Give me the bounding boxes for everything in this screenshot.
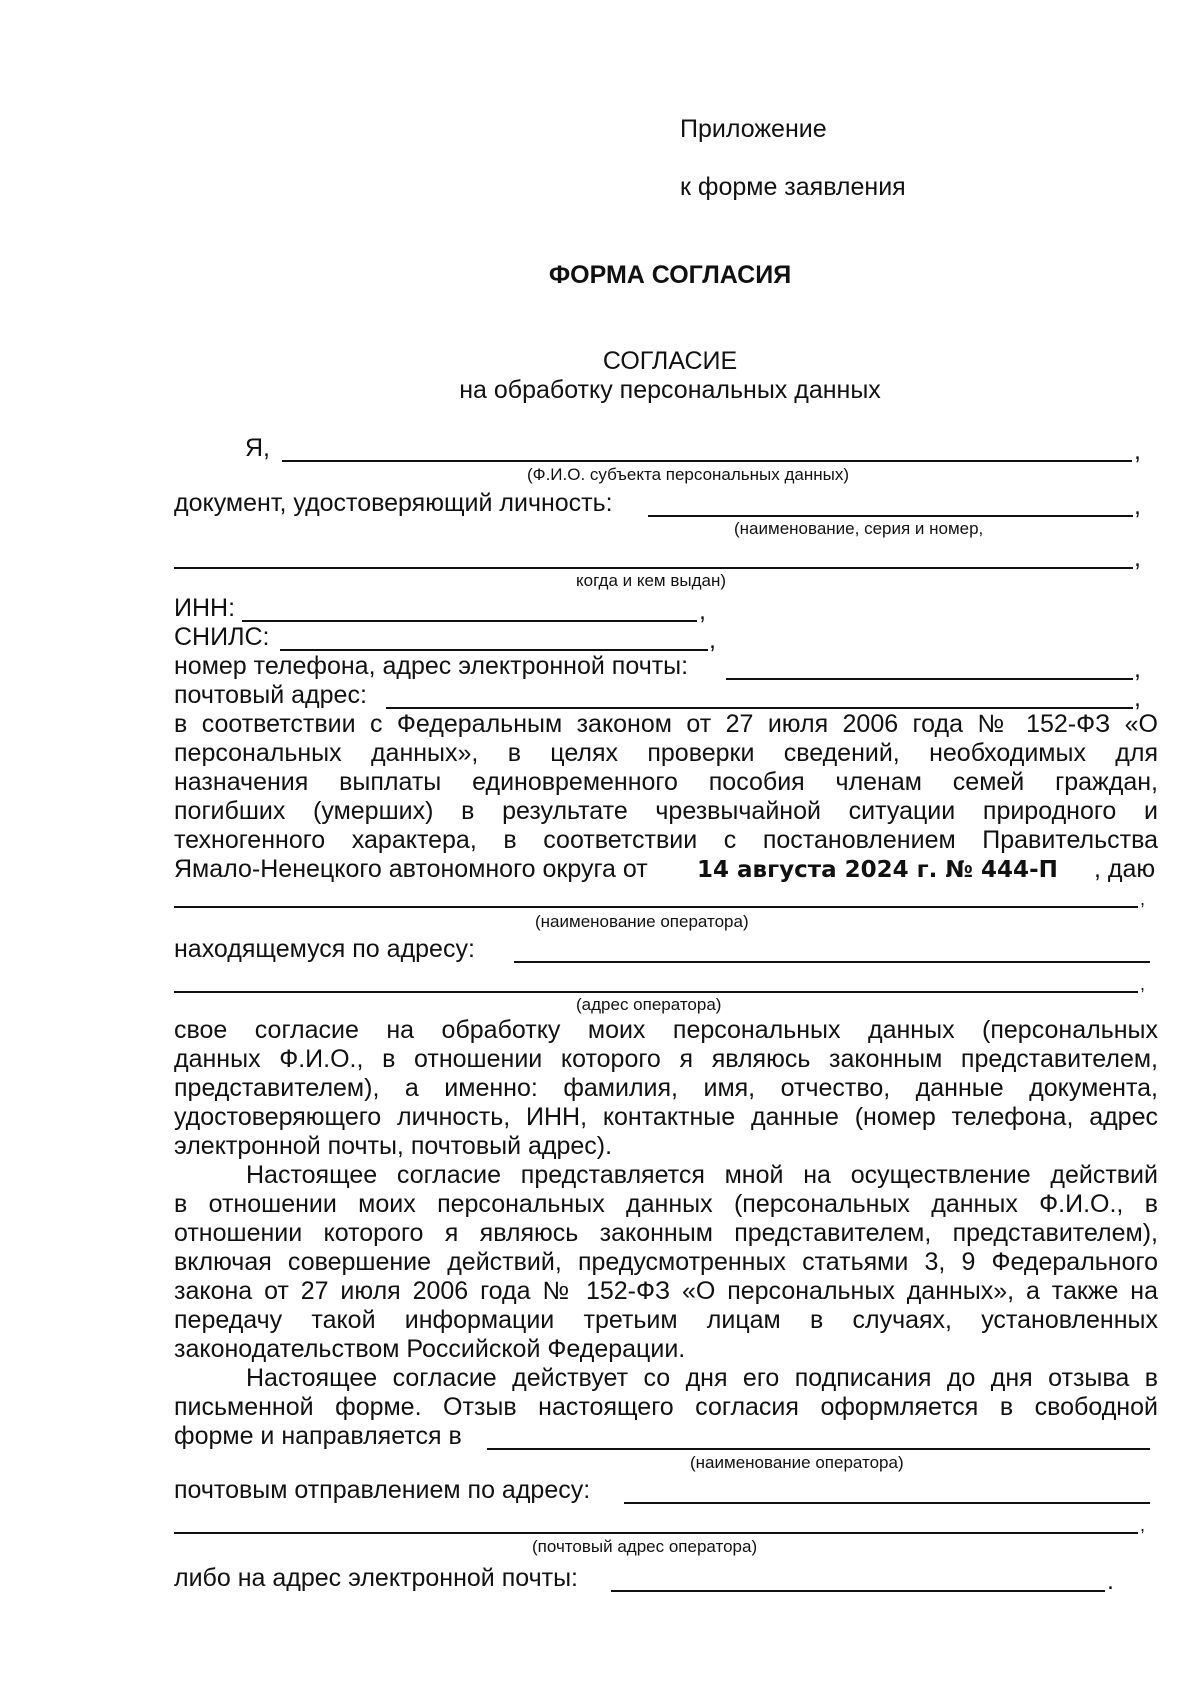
- postal-address-field-line[interactable]: [386, 707, 1133, 709]
- appendix-label: Приложение: [680, 115, 827, 143]
- consent-line: данных Ф.И.О., в отношении которого я являюсь законным представителем,: [174, 1045, 1158, 1073]
- comma: ,: [1140, 889, 1146, 909]
- snils-field-line[interactable]: [280, 649, 708, 651]
- id-document-field-line[interactable]: [648, 515, 1133, 517]
- resolution-date-number: 14 августа 2024 г. № 444-П: [697, 857, 1058, 883]
- id-document-label: документ, удостоверяющий личность:: [174, 489, 613, 517]
- consent-line: электронной почты, почтовый адрес).: [174, 1132, 613, 1160]
- paragraph2-line: включая совершение действий, предусмотренных статьями 3, 9 Федерального: [174, 1248, 1158, 1276]
- contacts-field-line[interactable]: [726, 678, 1133, 680]
- basis-line: в соответствии с Федеральным законом от 27 июля 2006 года № 152-ФЗ «О: [174, 710, 1158, 738]
- paragraph3-line: Настоящее согласие действует со дня его подписания до дня отзыва в: [246, 1364, 1158, 1392]
- comma: ,: [1134, 655, 1141, 683]
- paragraph2-line: в отношении моих персональных данных (персональных данных Ф.И.О., в: [174, 1190, 1158, 1218]
- revocation-email-field-line[interactable]: [611, 1590, 1105, 1592]
- fio-caption: (Ф.И.О. субъекта персональных данных): [527, 465, 850, 484]
- id-document-caption: (наименование, серия и номер,: [734, 519, 984, 538]
- comma: ,: [1134, 437, 1141, 465]
- document-title: СОГЛАСИЕ: [602, 347, 738, 375]
- basis-line: персональных данных», в целях проверки сведений, необходимых для: [174, 739, 1158, 767]
- paragraph2-line: законодательством Российской Федерации.: [174, 1335, 686, 1363]
- fio-field-line[interactable]: [282, 460, 1132, 462]
- comma: ,: [1140, 974, 1146, 994]
- revocation-operator-caption: (наименование оператора): [690, 1453, 904, 1472]
- id-document-issued-caption: когда и кем выдан): [576, 571, 727, 590]
- document-subtitle: на обработку персональных данных: [459, 376, 881, 404]
- id-document-issued-line[interactable]: [174, 567, 1133, 569]
- consent-line: свое согласие на обработку моих персональных данных (персональных: [174, 1016, 1158, 1044]
- basis-line: техногенного характера, в соответствии с постановлением Правительства: [174, 826, 1158, 854]
- basis-line-region: Ямало-Ненецкого автономного округа от: [174, 855, 648, 883]
- revocation-email-label: либо на адрес электронной почты:: [174, 1564, 579, 1592]
- paragraph2-line: передачу такой информации третьим лицам в случаях, установленных: [174, 1306, 1158, 1334]
- form-title: ФОРМА СОГЛАСИЯ: [548, 261, 792, 289]
- revocation-sent-to-label: форме и направляется в: [174, 1422, 462, 1450]
- snils-label: СНИЛС:: [174, 623, 270, 651]
- comma: ,: [1134, 492, 1141, 520]
- revocation-postal-field-line[interactable]: [624, 1502, 1150, 1504]
- paragraph2-line: закона от 27 июля 2006 года № 152-ФЗ «О персональных данных», а также на: [174, 1277, 1158, 1305]
- contacts-label: номер телефона, адрес электронной почты:: [174, 652, 689, 680]
- period: .: [1107, 1567, 1114, 1595]
- give-consent-word: , даю: [1094, 855, 1156, 883]
- operator-address-field-line-2[interactable]: [174, 991, 1138, 993]
- comma: ,: [1134, 544, 1141, 572]
- paragraph2-line: отношении которого я являюсь законным представителем, представителем),: [174, 1219, 1158, 1247]
- revocation-postal-caption: (почтовый адрес оператора): [532, 1537, 758, 1556]
- revocation-postal-label: почтовым отправлением по адресу:: [174, 1476, 591, 1504]
- consent-line: представителем), а именно: фамилия, имя, отчество, данные документа,: [174, 1074, 1158, 1102]
- basis-line: назначения выплаты единовременного пособия членам семей граждан,: [174, 768, 1158, 796]
- operator-address-caption: (адрес оператора): [576, 995, 722, 1014]
- appendix-reference: к форме заявления: [680, 173, 906, 201]
- revocation-operator-field-line[interactable]: [487, 1448, 1150, 1450]
- operator-address-field-line[interactable]: [514, 961, 1150, 963]
- basis-line: погибших (умерших) в результате чрезвычайной ситуации природного и: [174, 797, 1158, 825]
- operator-address-label: находящемуся по адресу:: [174, 935, 475, 963]
- inn-field-line[interactable]: [242, 620, 697, 622]
- comma: ,: [709, 626, 716, 654]
- ya-label: Я,: [245, 434, 270, 462]
- operator-name-field-line[interactable]: [174, 906, 1138, 908]
- inn-label: ИНН:: [174, 594, 236, 622]
- consent-line: удостоверяющего личность, ИНН, контактные данные (номер телефона, адрес: [174, 1103, 1158, 1131]
- paragraph3-line: письменной форме. Отзыв настоящего согласия оформляется в свободной: [174, 1393, 1158, 1421]
- postal-address-label: почтовый адрес:: [174, 681, 367, 709]
- revocation-postal-field-line-2[interactable]: [174, 1532, 1138, 1534]
- comma: ,: [1134, 684, 1141, 712]
- comma: ,: [1140, 1515, 1146, 1535]
- operator-name-caption: (наименование оператора): [535, 912, 749, 931]
- comma: ,: [699, 597, 706, 625]
- paragraph2-line: Настоящее согласие представляется мной на осуществление действий: [246, 1161, 1158, 1189]
